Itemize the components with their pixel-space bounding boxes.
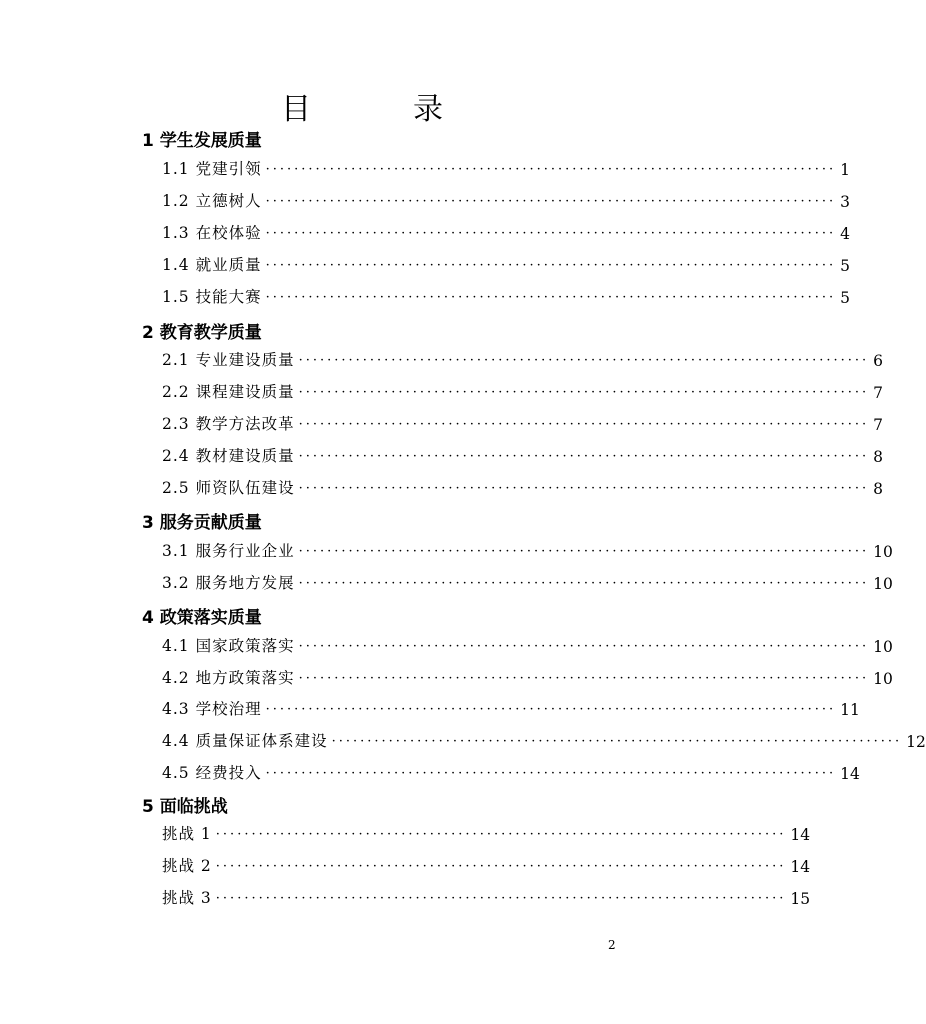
toc-entry-2-2[interactable]	[162, 380, 884, 402]
dot-leader: ················································································	[215, 859, 787, 874]
toc-entry-2-1[interactable]	[162, 348, 884, 370]
dot-leader: ················································································	[298, 544, 870, 559]
toc-entry-4-5[interactable]	[162, 761, 860, 783]
toc-entry-page: 8	[873, 448, 884, 466]
toc-entry-4-3[interactable]	[162, 697, 860, 719]
toc-entry-page: 10	[873, 638, 893, 656]
toc-entry-1-1[interactable]	[162, 157, 851, 179]
toc-entry-label: 2.2 课程建设质量	[162, 383, 295, 401]
toc-entry-label: 1.1 党建引领	[162, 160, 262, 178]
dot-leader: ················································································	[298, 576, 870, 591]
toc-entry-label: 挑战 2	[162, 857, 212, 875]
page-number: 2	[608, 938, 616, 952]
toc-entry-4-1[interactable]	[162, 634, 893, 656]
toc-entry-1-2[interactable]	[162, 189, 851, 211]
toc-entry-label: 1.3 在校体验	[162, 224, 262, 242]
dot-leader: ················································································	[265, 194, 837, 209]
toc-entry-label: 4.4 质量保证体系建设	[162, 732, 328, 750]
dot-leader: ················································································	[298, 481, 870, 496]
toc-entry-page: 7	[873, 384, 884, 402]
dot-leader: ················································································	[298, 671, 870, 686]
toc-entry-label: 3.2 服务地方发展	[162, 574, 295, 592]
toc-entry-label: 2.5 师资队伍建设	[162, 479, 295, 497]
toc-entry-page: 5	[840, 257, 851, 275]
dot-leader: ················································································	[265, 162, 837, 177]
toc-entry-page: 4	[840, 225, 851, 243]
toc-entry-4-4[interactable]	[162, 729, 926, 751]
toc-entry-2-4[interactable]	[162, 444, 884, 466]
toc-entry-page: 10	[873, 670, 893, 688]
dot-leader: ················································································	[215, 891, 787, 906]
toc-entry-label: 挑战 3	[162, 889, 212, 907]
toc-entry-page: 8	[873, 480, 884, 498]
toc-entry-page: 6	[873, 352, 884, 370]
dot-leader: ················································································	[298, 417, 870, 432]
toc-entry-1-3[interactable]	[162, 221, 851, 243]
toc-entry-page: 1	[840, 161, 851, 179]
toc-entry-3-2[interactable]	[162, 571, 893, 593]
section-1-heading[interactable]: 1 学生发展质量	[142, 131, 262, 151]
toc-entry-page: 15	[790, 890, 811, 908]
section-4-heading[interactable]: 4 政策落实质量	[142, 608, 262, 628]
toc-entry-page: 10	[873, 543, 893, 561]
toc-entry-label: 1.2 立德树人	[162, 192, 262, 210]
toc-entry-2-5[interactable]	[162, 476, 884, 498]
toc-entry-label: 4.2 地方政策落实	[162, 669, 295, 687]
toc-entry-1-5[interactable]	[162, 285, 851, 307]
toc-entry-label: 2.1 专业建设质量	[162, 351, 295, 369]
toc-entry-label: 2.4 教材建设质量	[162, 447, 295, 465]
toc-entry-page: 14	[790, 826, 811, 844]
toc-entry-5-3[interactable]	[162, 886, 811, 908]
toc-entry-3-1[interactable]	[162, 539, 893, 561]
toc-entry-5-2[interactable]	[162, 854, 811, 876]
section-2-heading[interactable]: 2 教育教学质量	[142, 323, 262, 343]
toc-entry-page: 5	[840, 289, 851, 307]
toc-entry-page: 14	[840, 765, 860, 783]
dot-leader: ················································································	[298, 385, 870, 400]
toc-entry-label: 挑战 1	[162, 825, 212, 843]
toc-entry-label: 3.1 服务行业企业	[162, 542, 295, 560]
dot-leader: ················································································	[265, 290, 837, 305]
toc-entry-label: 4.5 经费投入	[162, 764, 262, 782]
section-5-heading[interactable]: 5 面临挑战	[142, 797, 228, 817]
toc-entry-label: 4.3 学校治理	[162, 700, 262, 718]
dot-leader: ················································································	[265, 702, 837, 717]
toc-entry-2-3[interactable]	[162, 412, 884, 434]
dot-leader: ················································································	[298, 353, 870, 368]
page-title: 目 录	[281, 92, 479, 127]
dot-leader: ················································································	[265, 766, 837, 781]
toc-entry-page: 11	[840, 701, 860, 719]
toc-entry-4-2[interactable]	[162, 666, 893, 688]
dot-leader: ················································································	[298, 639, 870, 654]
toc-entry-label: 4.1 国家政策落实	[162, 637, 295, 655]
toc-entry-page: 14	[790, 858, 811, 876]
toc-entry-label: 2.3 教学方法改革	[162, 415, 295, 433]
toc-entry-page: 10	[873, 575, 893, 593]
dot-leader: ················································································	[265, 258, 837, 273]
dot-leader: ················································································	[331, 734, 903, 749]
dot-leader: ················································································	[215, 827, 787, 842]
toc-entry-page: 3	[840, 193, 851, 211]
toc-entry-page: 7	[873, 416, 884, 434]
dot-leader: ················································································	[265, 226, 837, 241]
section-3-heading[interactable]: 3 服务贡献质量	[142, 513, 262, 533]
dot-leader: ················································································	[298, 449, 870, 464]
toc-entry-label: 1.4 就业质量	[162, 256, 262, 274]
toc-entry-5-1[interactable]	[162, 822, 811, 844]
toc-entry-label: 1.5 技能大赛	[162, 288, 262, 306]
toc-entry-page: 12	[906, 733, 926, 751]
toc-entry-1-4[interactable]	[162, 253, 851, 275]
